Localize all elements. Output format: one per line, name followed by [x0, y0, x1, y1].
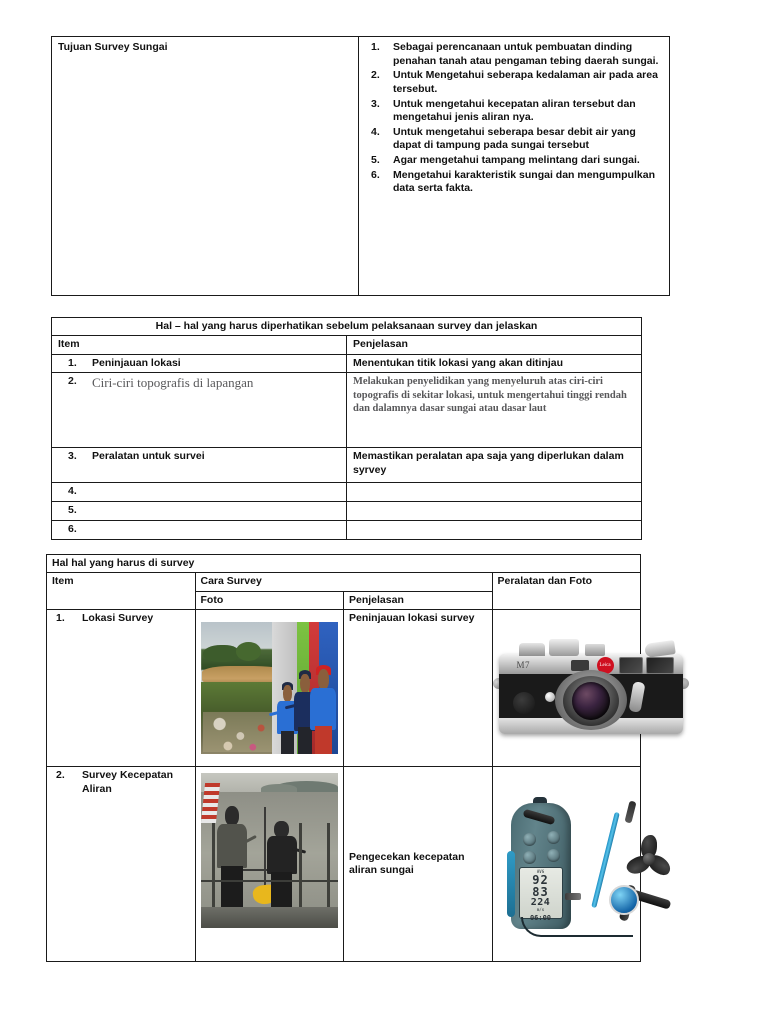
header-item: Item: [47, 573, 196, 610]
current-flow-meter: [493, 789, 693, 939]
header-item: Item: [52, 336, 347, 354]
list-item: [365, 126, 663, 153]
item-wrap: [52, 769, 190, 796]
row-item-text: Peralatan untuk survei: [92, 450, 205, 463]
meter-button: [547, 849, 560, 862]
tujuan-title-cell: [52, 37, 359, 296]
table-header-row: [52, 336, 642, 354]
lcd-line-1: 92: [532, 873, 549, 888]
header-peralatan-dan-foto: Peralatan dan Foto: [492, 573, 641, 610]
table-row: [52, 37, 670, 296]
row-explanation-cell: [347, 521, 642, 540]
row-number: 1.: [56, 612, 65, 625]
list-item-number: 3.: [371, 97, 380, 110]
row-item-cell: [52, 373, 347, 448]
table-row: [52, 354, 642, 372]
propeller-hub: [643, 853, 655, 865]
camera-viewfinder-window: [646, 657, 674, 674]
row-item-cell: [47, 767, 196, 962]
table-hal-yang-harus-di-survey: [46, 554, 641, 962]
row-explanation-cell: [347, 483, 642, 502]
table2-title: Hal – hal yang harus diperhatikan sebelum pelaksanaan survey dan jelaskan: [52, 318, 642, 336]
item-wrap: [58, 523, 340, 536]
leica-m7-camera: [493, 630, 689, 746]
list-item: [365, 69, 663, 96]
list-item-number: 2.: [371, 69, 380, 82]
header-penjelasan: Penjelasan: [344, 591, 493, 609]
meter-button: [547, 831, 560, 844]
leica-logo-text: Leica: [599, 662, 611, 668]
photo-head: [300, 674, 310, 694]
row-item-text: Survey Kecepatan Aliran: [82, 769, 174, 795]
list-item: [365, 98, 663, 125]
photo-tree: [203, 645, 239, 662]
table3-title: Hal hal yang harus di survey: [47, 555, 641, 573]
list-item-number: 6.: [371, 168, 380, 181]
camera-lens-glass: [572, 682, 610, 720]
table-row: [52, 373, 642, 448]
row-explanation-cell: [347, 502, 642, 521]
row-number: 1.: [68, 356, 77, 369]
row-item-cell: [52, 448, 347, 483]
row-photo-cell: [195, 610, 344, 767]
row-number: 3.: [68, 450, 77, 463]
camera-illumination-window: [619, 657, 643, 674]
row-explanation-cell: Memastikan peralatan apa saja yang diperlukan dalam syrvey: [347, 448, 642, 483]
photo-rail-post: [212, 823, 215, 910]
camera-rewind-dial: [519, 643, 545, 656]
header-foto: Foto: [195, 591, 344, 609]
photo-rail-post: [299, 823, 302, 910]
tujuan-list-cell: [359, 37, 670, 296]
table-row: [52, 483, 642, 502]
list-item-text: Agar mengetahui tampang melintang dari sungai.: [393, 154, 640, 167]
photo-railing: [201, 880, 338, 882]
photo-surveyor: [310, 659, 336, 754]
table-row: [52, 502, 642, 521]
table-header-row-1: [47, 573, 641, 591]
row-number: 5.: [68, 504, 77, 517]
wading-rod-tip: [624, 801, 636, 824]
photo-torso: [310, 688, 336, 730]
photo-legs: [281, 731, 294, 754]
row-item-cell: [47, 610, 196, 767]
row-equipment-cell: [492, 610, 641, 767]
camera-shutter-dial: [549, 639, 579, 656]
list-item: [365, 169, 663, 196]
row-photo-cell: [195, 767, 344, 962]
header-penjelasan: Penjelasan: [347, 336, 642, 354]
meter-side-grip: [507, 851, 515, 917]
photo-surveyor: [267, 817, 297, 913]
row-explanation-cell: Menentukan titik lokasi yang akan ditinjau: [347, 354, 642, 372]
row-item-text: Ciri-ciri topografis di lapangan: [92, 375, 254, 391]
row-number: 2.: [68, 375, 77, 388]
row-item-cell: [52, 502, 347, 521]
row-explanation-cell: Pengecekan kecepatan aliran sungai: [344, 767, 493, 962]
river-bank-survey-photo: [201, 622, 338, 754]
list-item-text: Untuk mengetahui seberapa besar debit air yang dapat di tampung pada sungai tersebut: [393, 125, 636, 152]
meter-cable: [521, 914, 633, 937]
table-title-row: [47, 555, 641, 573]
list-item-text: Untuk mengetahui kecepatan aliran tersebut dan mengetahui jenis aliran nya.: [393, 97, 636, 124]
meter-connector: [565, 893, 581, 900]
list-item-text: Mengetahui karakteristik sungai dan mengumpulkan data serta fakta.: [393, 168, 655, 195]
row-number: 6.: [68, 523, 77, 536]
header-cara-survey: Cara Survey: [195, 573, 492, 591]
flow-velocity-measurement-photo: [201, 773, 338, 928]
photo-surveyor: [217, 801, 247, 913]
row-item-text: Lokasi Survey: [82, 612, 154, 625]
list-item: [365, 154, 663, 168]
item-wrap: [58, 450, 340, 463]
lcd-unit: m/s: [536, 907, 545, 913]
row-item-cell: [52, 354, 347, 372]
list-item-number: 4.: [371, 125, 380, 138]
photo-torso: [217, 824, 247, 869]
lcd-line-2: 83: [532, 885, 549, 900]
row-equipment-cell: [492, 767, 641, 962]
photo-rail-post: [327, 823, 330, 910]
item-wrap: [58, 375, 340, 391]
propeller-sensor-icon: [623, 831, 675, 883]
item-wrap: [58, 357, 340, 370]
photo-legs: [315, 726, 332, 755]
list-item: [365, 41, 663, 68]
meter-button: [523, 851, 536, 864]
row-item-cell: [52, 483, 347, 502]
table1-title: Tujuan Survey Sungai: [58, 41, 168, 53]
list-item-text: Sebagai perencanaan untuk pembuatan dinding penahan tanah atau pengaman tebing daerah sungai.: [393, 41, 659, 67]
table-row: [52, 448, 642, 483]
meter-button: [523, 833, 536, 846]
camera-hot-shoe: [585, 644, 605, 656]
table-row: [47, 610, 641, 767]
table-row: [52, 521, 642, 540]
row-item-cell: [52, 521, 347, 540]
photo-head: [225, 806, 239, 826]
row-explanation-cell: Peninjauan lokasi survey: [344, 610, 493, 767]
item-wrap: [58, 504, 340, 517]
table-tujuan-survey-sungai: [51, 36, 670, 296]
photo-tree: [236, 642, 261, 660]
row-item-text: Peninjauan lokasi: [92, 356, 181, 369]
item-wrap: [58, 485, 340, 498]
table-row: [47, 767, 641, 962]
list-item-text: Untuk Mengetahui seberapa kedalaman air pada area tersebut.: [393, 69, 658, 95]
row-number: 2.: [56, 769, 65, 782]
list-item-number: 5.: [371, 154, 380, 167]
table-title-row: [52, 318, 642, 336]
table-hal-sebelum-pelaksanaan: [51, 317, 642, 540]
list-item-number: 1.: [371, 41, 380, 53]
photo-torso: [267, 836, 297, 874]
lcd-line-3: 224: [530, 897, 551, 909]
camera-focus-pin: [545, 692, 555, 702]
lcd-label: AVG: [536, 869, 545, 875]
meter-lcd-display: [519, 867, 563, 923]
photo-head: [283, 685, 292, 702]
row-number: 4.: [68, 485, 77, 498]
photo-head: [318, 669, 329, 690]
camera-model-label: M7: [516, 660, 531, 671]
impeller-sensor-head: [609, 885, 639, 915]
lcd-line-4: 06:00: [529, 914, 552, 923]
camera-lens-release: [513, 692, 535, 714]
tujuan-list: [365, 41, 663, 196]
photo-deck: [201, 907, 338, 929]
row-explanation-cell: Melakukan penyelidikan yang menyeluruh atas ciri-ciri topografis di sekitar lokasi, untuk mengertahui tinggi rendah dan dalamnya dasar sungai atau dasar laut: [347, 373, 642, 448]
item-wrap: [52, 612, 190, 625]
